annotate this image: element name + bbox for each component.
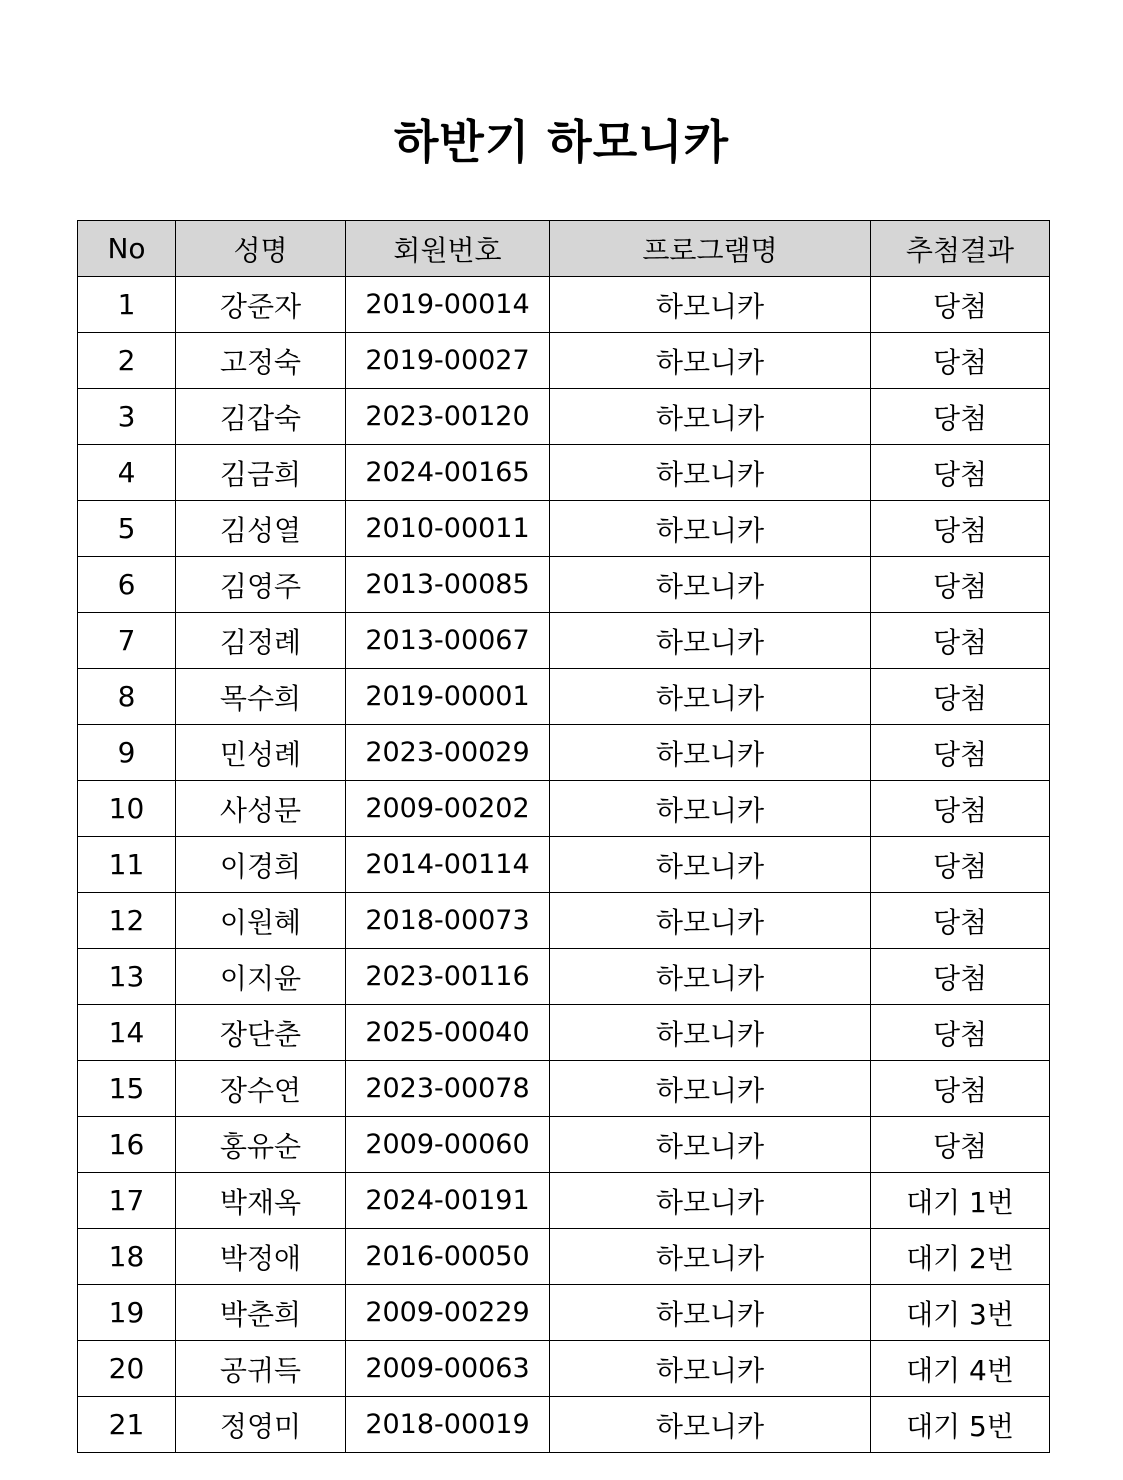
table-row <box>78 333 1050 389</box>
cell-name: 민성례 <box>176 725 346 781</box>
cell-member-id: 2025-00040 <box>346 1005 550 1061</box>
cell-name: 김영주 <box>176 557 346 613</box>
cell-name: 장수연 <box>176 1061 346 1117</box>
cell-program: 하모니카 <box>550 1061 871 1117</box>
cell-no: 14 <box>78 1005 176 1061</box>
cell-result: 당첨 <box>871 893 1050 949</box>
table-row <box>78 669 1050 725</box>
cell-program: 하모니카 <box>550 893 871 949</box>
table-row <box>78 613 1050 669</box>
cell-result: 대기 3번 <box>871 1285 1050 1341</box>
cell-name: 강준자 <box>176 277 346 333</box>
cell-no: 3 <box>78 389 176 445</box>
table-row <box>78 1397 1050 1453</box>
cell-program: 하모니카 <box>550 1005 871 1061</box>
cell-name: 사성문 <box>176 781 346 837</box>
cell-program: 하모니카 <box>550 781 871 837</box>
cell-member-id: 2018-00073 <box>346 893 550 949</box>
cell-no: 10 <box>78 781 176 837</box>
cell-no: 12 <box>78 893 176 949</box>
cell-no: 2 <box>78 333 176 389</box>
cell-no: 6 <box>78 557 176 613</box>
column-header-program: 프로그램명 <box>550 221 871 277</box>
cell-no: 4 <box>78 445 176 501</box>
cell-name: 김정례 <box>176 613 346 669</box>
cell-member-id: 2014-00114 <box>346 837 550 893</box>
cell-member-id: 2013-00067 <box>346 613 550 669</box>
table-row <box>78 277 1050 333</box>
cell-program: 하모니카 <box>550 1397 871 1453</box>
cell-result: 당첨 <box>871 333 1050 389</box>
column-header-name: 성명 <box>176 221 346 277</box>
table-row <box>78 389 1050 445</box>
cell-name: 고정숙 <box>176 333 346 389</box>
cell-program: 하모니카 <box>550 501 871 557</box>
cell-member-id: 2023-00120 <box>346 389 550 445</box>
cell-no: 11 <box>78 837 176 893</box>
cell-no: 16 <box>78 1117 176 1173</box>
cell-name: 공귀득 <box>176 1341 346 1397</box>
cell-name: 장단춘 <box>176 1005 346 1061</box>
page-title: 하반기 하모니카 <box>393 114 730 169</box>
cell-program: 하모니카 <box>550 389 871 445</box>
table-row <box>78 725 1050 781</box>
cell-program: 하모니카 <box>550 557 871 613</box>
table-row <box>78 1117 1050 1173</box>
cell-member-id: 2019-00001 <box>346 669 550 725</box>
cell-member-id: 2023-00029 <box>346 725 550 781</box>
cell-no: 19 <box>78 1285 176 1341</box>
cell-no: 18 <box>78 1229 176 1285</box>
cell-no: 17 <box>78 1173 176 1229</box>
cell-name: 정영미 <box>176 1397 346 1453</box>
cell-result: 당첨 <box>871 725 1050 781</box>
cell-no: 8 <box>78 669 176 725</box>
cell-name: 목수희 <box>176 669 346 725</box>
table-row <box>78 781 1050 837</box>
column-header-no: No <box>78 221 176 277</box>
cell-member-id: 2019-00027 <box>346 333 550 389</box>
cell-result: 당첨 <box>871 1005 1050 1061</box>
cell-member-id: 2023-00116 <box>346 949 550 1005</box>
cell-no: 21 <box>78 1397 176 1453</box>
table-row <box>78 893 1050 949</box>
cell-member-id: 2024-00191 <box>346 1173 550 1229</box>
cell-name: 박재옥 <box>176 1173 346 1229</box>
cell-program: 하모니카 <box>550 613 871 669</box>
cell-result: 당첨 <box>871 445 1050 501</box>
cell-no: 5 <box>78 501 176 557</box>
cell-name: 박춘희 <box>176 1285 346 1341</box>
cell-no: 15 <box>78 1061 176 1117</box>
table-row <box>78 949 1050 1005</box>
cell-result: 당첨 <box>871 277 1050 333</box>
table-row <box>78 1341 1050 1397</box>
cell-name: 김성열 <box>176 501 346 557</box>
cell-member-id: 2024-00165 <box>346 445 550 501</box>
cell-program: 하모니카 <box>550 669 871 725</box>
cell-result: 당첨 <box>871 501 1050 557</box>
cell-result: 당첨 <box>871 1061 1050 1117</box>
lottery-result-table <box>77 220 1050 1453</box>
cell-program: 하모니카 <box>550 1285 871 1341</box>
cell-result: 당첨 <box>871 389 1050 445</box>
cell-name: 이지윤 <box>176 949 346 1005</box>
table-row <box>78 445 1050 501</box>
cell-result: 대기 4번 <box>871 1341 1050 1397</box>
cell-result: 대기 1번 <box>871 1173 1050 1229</box>
cell-member-id: 2009-00229 <box>346 1285 550 1341</box>
cell-program: 하모니카 <box>550 333 871 389</box>
table-row <box>78 1005 1050 1061</box>
cell-member-id: 2016-00050 <box>346 1229 550 1285</box>
cell-member-id: 2019-00014 <box>346 277 550 333</box>
cell-no: 7 <box>78 613 176 669</box>
cell-member-id: 2009-00060 <box>346 1117 550 1173</box>
cell-name: 이경희 <box>176 837 346 893</box>
table-row <box>78 1173 1050 1229</box>
column-header-result: 추첨결과 <box>871 221 1050 277</box>
cell-program: 하모니카 <box>550 1341 871 1397</box>
cell-no: 20 <box>78 1341 176 1397</box>
cell-member-id: 2023-00078 <box>346 1061 550 1117</box>
table-row <box>78 1061 1050 1117</box>
cell-program: 하모니카 <box>550 1229 871 1285</box>
cell-result: 당첨 <box>871 613 1050 669</box>
cell-member-id: 2009-00202 <box>346 781 550 837</box>
table-row <box>78 837 1050 893</box>
cell-result: 당첨 <box>871 557 1050 613</box>
table-row <box>78 1285 1050 1341</box>
cell-program: 하모니카 <box>550 277 871 333</box>
cell-result: 당첨 <box>871 949 1050 1005</box>
column-header-member-id: 회원번호 <box>346 221 550 277</box>
cell-no: 1 <box>78 277 176 333</box>
cell-name: 김금희 <box>176 445 346 501</box>
cell-name: 이원혜 <box>176 893 346 949</box>
table-row <box>78 501 1050 557</box>
cell-result: 당첨 <box>871 781 1050 837</box>
cell-name: 홍유순 <box>176 1117 346 1173</box>
cell-program: 하모니카 <box>550 1173 871 1229</box>
cell-program: 하모니카 <box>550 725 871 781</box>
cell-name: 김갑숙 <box>176 389 346 445</box>
cell-program: 하모니카 <box>550 1117 871 1173</box>
table-body <box>78 277 1050 1453</box>
cell-program: 하모니카 <box>550 837 871 893</box>
cell-program: 하모니카 <box>550 949 871 1005</box>
cell-result: 당첨 <box>871 1117 1050 1173</box>
cell-name: 박정애 <box>176 1229 346 1285</box>
cell-result: 당첨 <box>871 669 1050 725</box>
cell-no: 9 <box>78 725 176 781</box>
cell-member-id: 2010-00011 <box>346 501 550 557</box>
table-header <box>78 221 1050 277</box>
table-row <box>78 557 1050 613</box>
cell-member-id: 2013-00085 <box>346 557 550 613</box>
cell-result: 대기 2번 <box>871 1229 1050 1285</box>
cell-no: 13 <box>78 949 176 1005</box>
cell-member-id: 2018-00019 <box>346 1397 550 1453</box>
cell-result: 대기 5번 <box>871 1397 1050 1453</box>
table-row <box>78 1229 1050 1285</box>
cell-member-id: 2009-00063 <box>346 1341 550 1397</box>
table-header-row <box>78 221 1050 277</box>
cell-program: 하모니카 <box>550 445 871 501</box>
cell-result: 당첨 <box>871 837 1050 893</box>
